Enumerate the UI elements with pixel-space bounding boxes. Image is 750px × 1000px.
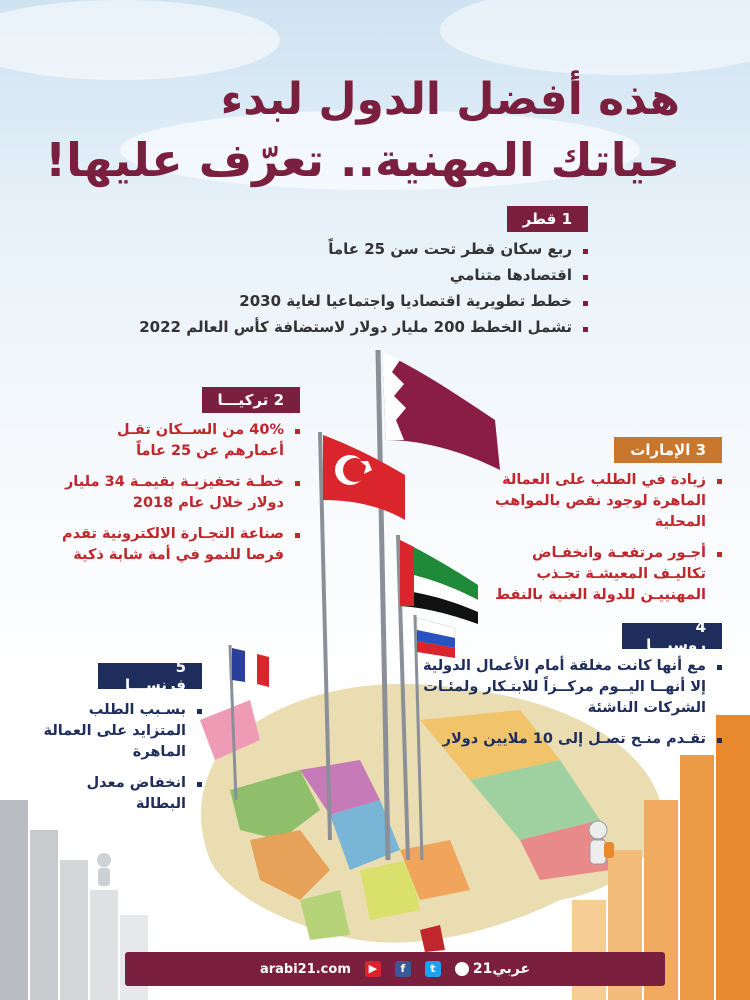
list-item: ربع سكان قطر تحت سن 25 عاماً	[108, 240, 588, 258]
twitter-icon[interactable]: t	[425, 961, 441, 977]
list-item: انخفاض معدل البطالة	[42, 773, 202, 815]
brand-logo: عربي21	[455, 961, 530, 977]
list-item: تشمل الخطط 200 مليار دولار لاستضافة كأس العالم 2022	[108, 318, 588, 336]
climber-figure-left	[97, 853, 111, 886]
site-link[interactable]: arabi21.com	[259, 961, 351, 977]
list-item: اقتصادها متنامي	[108, 266, 588, 284]
turkey-list	[55, 420, 300, 576]
list-item: أجـور مرتفعـة وانخفـاض تكاليـف المعيشـة تجـذب المهنييـن للدولة الغنية بالنفط	[477, 543, 722, 606]
russia-list	[422, 656, 722, 760]
russia-tag: 4 روسيـــا	[622, 623, 722, 649]
title-line-1: هذه أفضل الدول لبدء	[220, 74, 680, 125]
facebook-icon[interactable]: f	[395, 961, 411, 977]
title-line-2: حياتك المهنية.. تعرّف عليها!	[45, 133, 680, 188]
youtube-icon[interactable]: ▶	[365, 961, 381, 977]
france-list	[42, 700, 202, 825]
uae-list	[477, 470, 722, 616]
list-item: خطط تطويرية اقتصاديا واجتماعيا لغاية 2030	[108, 292, 588, 310]
page-title	[40, 70, 680, 191]
list-item: زيادة في الطلب على العمالة الماهرة لوجود نقص بالمواهب المحلية	[477, 470, 722, 533]
list-item: تقـدم منـح تصـل إلى 10 ملايين دولار	[422, 729, 722, 750]
qatar-list	[108, 240, 588, 344]
list-item: خطـة تحفيزيـة بقيمـة 34 مليار دولار خلال عام 2018	[55, 472, 300, 514]
list-item: صناعة التجـارة الالكترونية تقدم فرصا للنمو في أمة شابة ذكية	[55, 524, 300, 566]
footer-bar	[125, 952, 665, 986]
list-item: مع أنها كانت مغلقة أمام الأعمال الدولية إلا أنهــا اليــوم مركــزاً للابتـكار ولمئـات الشركات الناشئة	[422, 656, 722, 719]
qatar-tag: 1 قطر	[507, 206, 588, 232]
turkey-tag: 2 تركيـــا	[202, 387, 300, 413]
uae-tag: 3 الإمارات	[614, 437, 722, 463]
logo-mark-icon	[455, 962, 469, 976]
france-tag: 5 فرنســـا	[98, 663, 202, 689]
list-item: بسـبب الطلب المتزايد على العمالة الماهرة	[42, 700, 202, 763]
list-item: 40% من الســكان تقـل أعمارهم عن 25 عاماً	[55, 420, 300, 462]
